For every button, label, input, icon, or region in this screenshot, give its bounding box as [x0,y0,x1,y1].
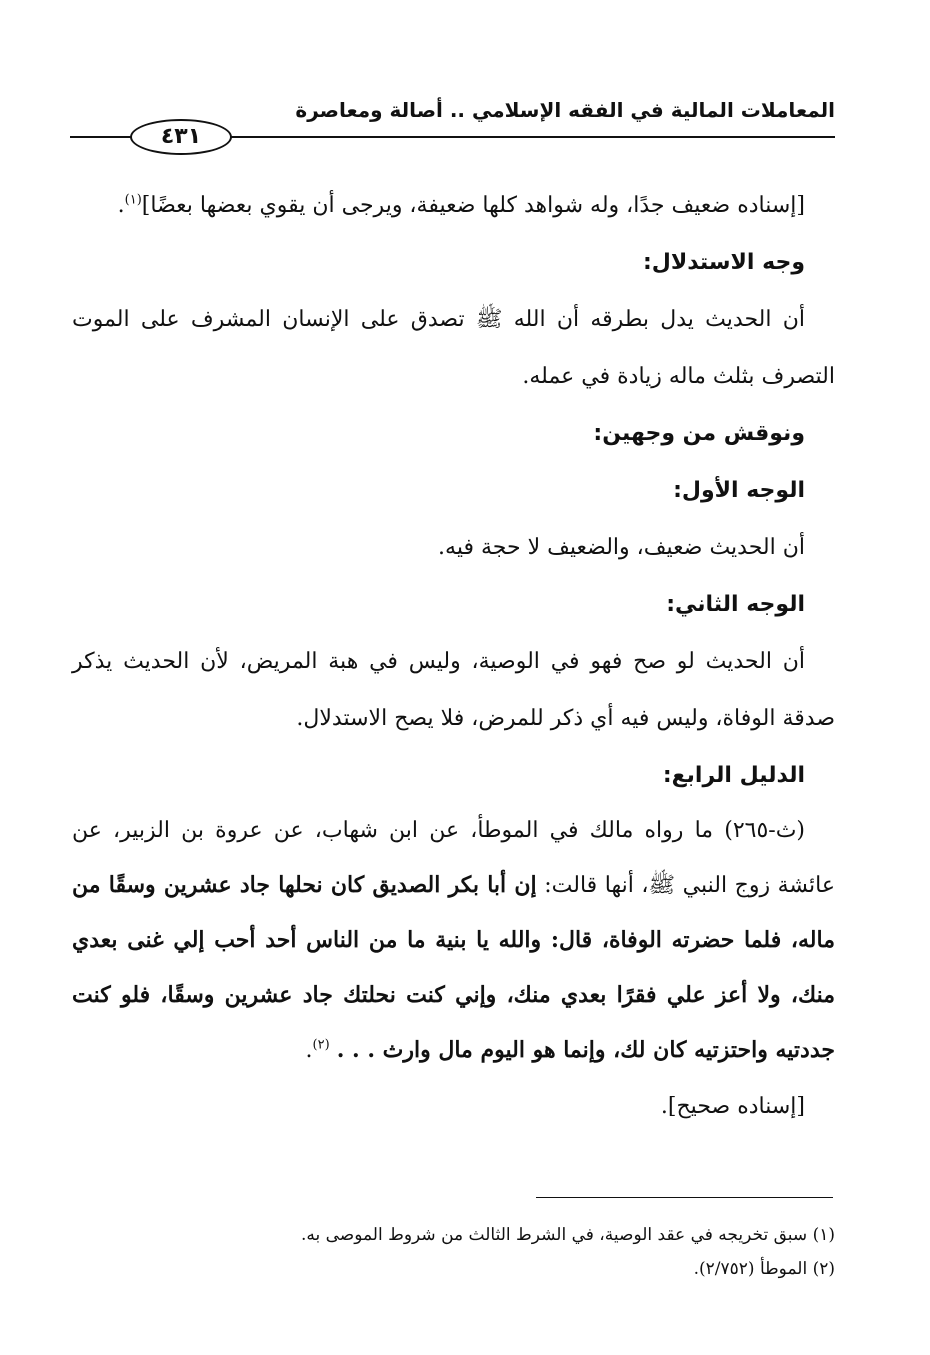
footnotes [110,1218,835,1286]
heading-wajh-istidlal: وجه الاستدلال: [642,250,805,275]
footnote-2: (٢) الموطأ (٢/٧٥٢). [693,1259,835,1279]
page-number: ٤٣١ [130,119,232,155]
paragraph-first-aspect: أن الحديث ضعيف، والضعيف لا حجة فيه. [438,535,805,560]
heading-second-aspect: الوجه الثاني: [666,592,805,617]
paragraph-istidlal: أن الحديث يدل بطرقه أن الله ﷺ تصدق على الإنسان المشرف على الموت التصرف بثلث ماله زيادة في عمله. [72,307,835,389]
footnote-ref-1: (١) [124,192,142,208]
main-text [72,177,835,1135]
athar-quote: إن أبا بكر الصديق كان نحلها جاد عشرين وسقًا من ماله، فلما حضرته الوفاة، قال: والله يا بنية ما من الناس أحد أحب إلي غنى بعدي منك، ولا أعز علي فقرًا بعدي منك، وإني كنت نحلتك جاد عشرين وسقًا، فلو كنت جددتيه واحتزتيه كان لك، وإنما هو اليوم مال وارث . . . [72,872,835,1063]
book-title: المعاملات المالية في الفقه الإسلامي .. أصالة ومعاصرة [295,98,835,122]
heading-first-aspect: الوجه الأول: [673,478,805,503]
paragraph-isnad-sahih: [إسناده صحيح]. [660,1094,805,1119]
footnote-1: (١) سبق تخريجه في عقد الوصية، في الشرط الثالث من شروط الموصى به. [300,1225,835,1245]
paragraph-text: [إسناده ضعيف جدًا، وله شواهد كلها ضعيفة، ويرجى أن يقوي بعضها بعضًا] [141,193,805,218]
paragraph-end: . [305,1038,313,1063]
paragraph-second-aspect: أن الحديث لو صح فهو في الوصية، وليس في هبة المريض، لأن الحديث يذكر صدقة الوفاة، وليس فيه أي ذكر للمرض، فلا يصح الاستدلال. [72,649,835,731]
paragraph-end: . [117,193,125,218]
athar-intro: (ث-٢٦٥) ما رواه مالك في الموطأ، عن ابن شهاب، عن عروة بن الزبير، عن عائشة زوج النبي ﷺ، أنها قالت: [72,818,836,898]
footnote-ref-2: (٢) [312,1037,330,1053]
running-header [70,88,835,158]
heading-fourth-evidence: الدليل الرابع: [662,763,805,788]
heading-nuqish: ونوقش من وجهين: [593,421,805,446]
paragraph-athar [72,804,835,1078]
footnote-separator [536,1197,833,1198]
paragraph-isnad-weak [72,177,835,234]
